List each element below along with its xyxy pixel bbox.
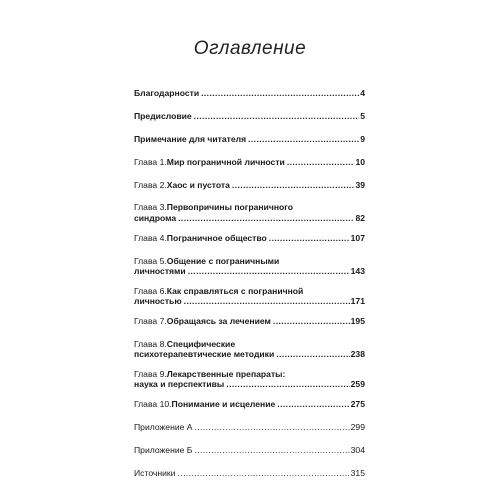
chapter-number: Глава 9.: [134, 368, 167, 379]
chapter-number: Глава 4.: [134, 232, 167, 243]
toc-entry-title: Хаос и пустота: [166, 179, 230, 190]
toc-entry[interactable]: [134, 88, 365, 99]
toc-entry[interactable]: [134, 399, 365, 410]
toc-entry[interactable]: [134, 157, 365, 168]
chapter-number: Глава 6.: [134, 285, 167, 296]
toc-entry-line: [134, 468, 365, 479]
page-number: 238: [350, 349, 365, 360]
page-number: 259: [350, 379, 365, 390]
chapter-number: Глава 5.: [134, 255, 167, 266]
dot-leader: [178, 468, 350, 479]
page-number: 82: [355, 212, 365, 223]
toc-entry-line: [134, 233, 365, 244]
toc-entry-line: [134, 134, 365, 145]
toc-entry-line: [134, 445, 365, 456]
table-of-contents: [134, 88, 365, 491]
page-number: 299: [350, 422, 365, 433]
toc-entry-line: [134, 379, 365, 390]
dot-leader: [277, 399, 349, 410]
toc-entry[interactable]: [134, 233, 365, 244]
page-number: 304: [350, 444, 365, 455]
toc-entry-title: Понимание и исцеление: [171, 399, 276, 410]
toc-entry-title: личностями: [134, 266, 186, 277]
page-number: 9: [360, 133, 365, 144]
toc-entry[interactable]: [134, 134, 365, 145]
toc-entry[interactable]: [134, 339, 365, 360]
toc-entry-line: [134, 266, 365, 277]
toc-entry-title: Приложение А: [134, 422, 193, 433]
toc-entry[interactable]: [134, 202, 365, 223]
toc-entry-line: [134, 399, 365, 410]
toc-entry-line: [134, 286, 365, 297]
page-title: Оглавление: [193, 38, 307, 59]
toc-entry[interactable]: [134, 286, 365, 307]
toc-entry-title: Приложение Б: [134, 444, 193, 455]
dot-leader: [184, 296, 350, 307]
toc-entry-line: [134, 422, 365, 433]
toc-entry-title: психотерапевтические методики: [134, 349, 275, 360]
toc-entry-title: синдрома: [134, 212, 177, 223]
toc-entry-title: Лекарственные препараты:: [166, 368, 286, 379]
page-number: 107: [350, 232, 365, 243]
dot-leader: [232, 180, 355, 191]
toc-entry-title: Обращаясь за лечением: [166, 315, 271, 326]
page-number: 10: [355, 156, 365, 167]
toc-entry[interactable]: [134, 256, 365, 277]
toc-entry-title: Предисловие: [134, 110, 192, 121]
toc-entry[interactable]: [134, 468, 365, 479]
toc-entry-line: [134, 88, 365, 99]
chapter-number: Глава 10.: [134, 399, 172, 410]
toc-entry-title: Благодарности: [134, 88, 200, 98]
page-number: 195: [350, 315, 365, 326]
toc-entry-title: Примечание для читателя: [134, 133, 247, 144]
dot-leader: [276, 349, 349, 360]
toc-entry[interactable]: [134, 316, 365, 327]
toc-entry-title: Как справляться с пограничной: [166, 285, 304, 296]
chapter-number: Глава 1.: [134, 156, 167, 167]
toc-entry-line: [134, 296, 365, 307]
toc-entry-title: Общение с пограничными: [166, 255, 280, 266]
toc-entry-line: [134, 349, 365, 360]
toc-entry-line: [134, 316, 365, 327]
dot-leader: [188, 266, 350, 277]
dot-leader: [269, 233, 350, 244]
toc-entry-line: [134, 369, 365, 380]
dot-leader: [178, 213, 354, 224]
dot-leader: [226, 379, 349, 390]
page-number: 39: [355, 179, 365, 190]
dot-leader: [194, 111, 360, 122]
toc-entry-line: [134, 256, 365, 267]
dot-leader: [201, 88, 359, 99]
dot-leader: [248, 134, 359, 145]
page-number: 315: [350, 467, 365, 478]
toc-entry-line: [134, 180, 365, 191]
chapter-number: Глава 3.: [134, 202, 167, 213]
toc-entry-title: личностью: [134, 296, 182, 307]
chapter-number: Глава 8.: [134, 338, 167, 349]
toc-entry[interactable]: [134, 445, 365, 456]
toc-entry-title: Источники: [134, 467, 176, 478]
toc-entry-line: [134, 202, 365, 213]
toc-entry[interactable]: [134, 369, 365, 390]
page-number: 4: [360, 88, 365, 98]
toc-entry-title: Первопричины пограничного: [166, 202, 293, 213]
toc-entry[interactable]: [134, 111, 365, 122]
dot-leader: [194, 445, 349, 456]
toc-entry-title: Пограничное общество: [166, 232, 267, 243]
toc-entry-line: [134, 157, 365, 168]
toc-entry-title: Специфические: [166, 338, 236, 349]
toc-entry-line: [134, 111, 365, 122]
toc-entry-title: Мир пограничной личности: [166, 156, 285, 167]
page-number: 275: [350, 399, 365, 410]
dot-leader: [287, 157, 355, 168]
toc-entry-title: наука и перспективы: [134, 379, 225, 390]
chapter-number: Глава 7.: [134, 315, 167, 326]
toc-entry-line: [134, 213, 365, 224]
toc-entry[interactable]: [134, 180, 365, 191]
toc-entry[interactable]: [134, 422, 365, 433]
dot-leader: [195, 422, 350, 433]
chapter-number: Глава 2.: [134, 179, 167, 190]
page-number: 5: [360, 110, 365, 121]
toc-entry-line: [134, 339, 365, 350]
dot-leader: [273, 316, 350, 327]
page-number: 171: [350, 296, 365, 307]
page-number: 143: [350, 266, 365, 277]
